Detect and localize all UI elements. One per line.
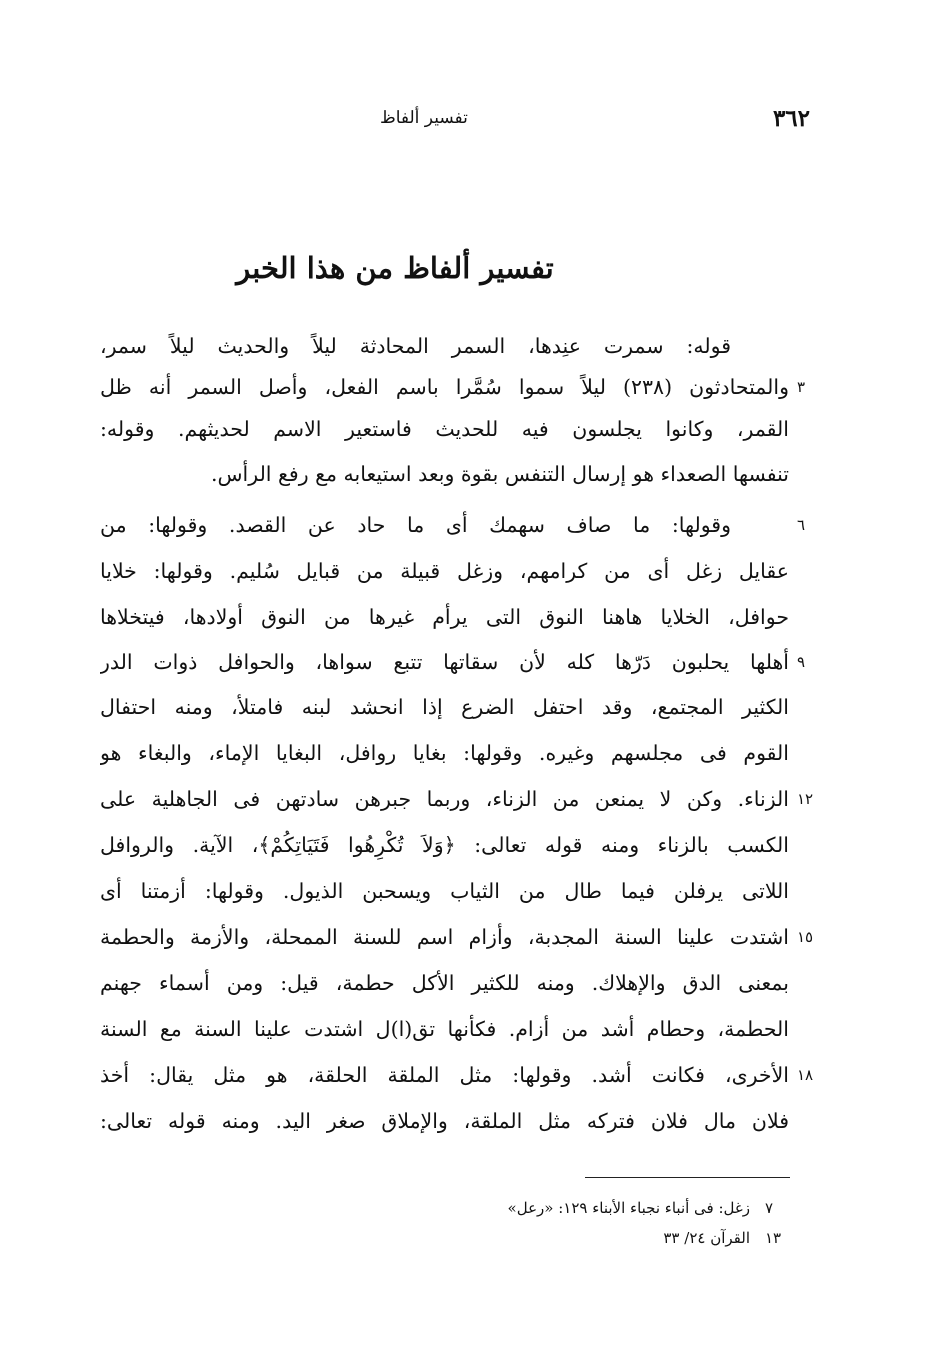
text-line: الكثير المجتمع، وقد احتفل الضرع إذا انحشد لبنه فامتلأ، ومنه احتفال (100, 695, 789, 719)
text-line: عقايل زغل أى من كرامهم، وزغل قبيلة من قبايل سُليم. وقولها: خلايا (100, 559, 789, 583)
line-number: ٦ (797, 516, 806, 534)
text-line: اشتدت علينا السنة المجدبة، وأزام اسم للسنة الممحلة، والأزمة والحطمة (100, 925, 789, 949)
text-line: القوم فى مجلسهم وغيره. وقولها: بغايا روافل، البغايا الإماء، والبغاء هو (100, 741, 789, 765)
footnote-separator (585, 1177, 790, 1178)
text-line: الزناء. وكن لا يمنعن من الزناء، وربما جبرهن سادتهن فى الجاهلية على (100, 787, 789, 811)
footnote-text: زغل: فى أنباء نجباء الأبناء ١٢٩: «رعل» (507, 1199, 750, 1217)
page-number: ٣٦٢ (772, 104, 810, 132)
line-number: ١٨ (797, 1066, 814, 1084)
line-number: ١٥ (797, 928, 814, 946)
text-line: والمتحادثون (٢٣٨) ليلاً سموا سُمَّرا باسم الفعل، وأصل السمر أنه ظل (100, 375, 789, 399)
text-line: أهلها يحلبون دَرّها كله لأن سقاتها تتبع سواها، والحوافل ذوات الدر (100, 650, 789, 674)
text-line: وقولها: ما صاف سهمك أى ما حاد عن القصد. وقولها: من (100, 513, 731, 537)
text-line: الأخرى، فكانت أشد. وقولها: مثل الملقة الحلقة، هو مثل يقال: أخذ (100, 1063, 789, 1087)
text-line: فلان مال فلان فتركه مثل الملقة، والإملاق صغر اليد. ومنه قوله تعالى: (100, 1109, 789, 1133)
footnote-text: القرآن ٢٤/ ٣٣ (663, 1229, 750, 1247)
text-line: تنفسها الصعداء هو إرسال التنفس بقوة وبعد استيعابه مع رفع الرأس. (211, 462, 789, 486)
footnote-number: ٧ (765, 1199, 774, 1217)
text-line: الكسب بالزناء ومنه قوله تعالى: ﴿وَلاَ تُكْرِهُوا فَتَيَاتِكُمْ﴾، الآية. والروافل (100, 833, 789, 857)
text-line: الحطمة، وحطام أشد من أزام. فكأنها تق(ا)ل اشتدت علينا السنة مع السنة (100, 1017, 789, 1041)
section-title: تفسير ألفاظ من هذا الخبر (236, 251, 554, 285)
text-line: بمعنى الدق والإهلاك. ومنه للكثير الأكل حطمة، قيل: ومن أسماء جهنم (100, 971, 789, 995)
footnote-number: ١٣ (765, 1229, 782, 1247)
running-title: تفسير ألفاظ (380, 108, 468, 128)
text-line: حوافل، الخلايا هاهنا النوق التى يرأم غيرها من النوق أولادها، فيتخلاها (100, 605, 789, 629)
text-line: قوله: سمرت عنِدها، السمر المحادثة ليلاً والحديث ليلاً سمر، (100, 334, 731, 358)
line-number: ٣ (797, 378, 806, 396)
line-number: ١٢ (797, 790, 814, 808)
text-line: القمر، وكانوا يجلسون فيه للحديث فاستعير الاسم لحديثهم. وقوله: (100, 417, 789, 441)
line-number: ٩ (797, 653, 806, 671)
text-line: اللاتى يرفلن فيما طال من الثياب ويسحبن الذيول. وقولها: أزمتنا أى (100, 879, 789, 903)
